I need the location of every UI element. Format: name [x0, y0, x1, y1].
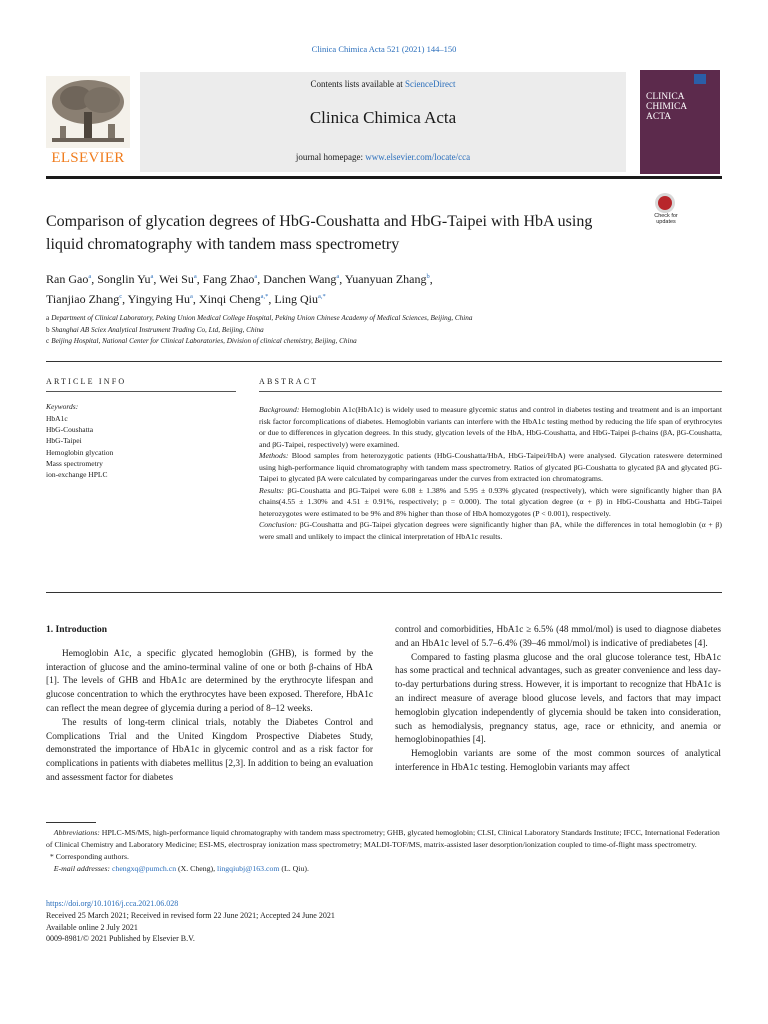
homepage-prefix: journal homepage:: [295, 152, 366, 162]
author-list: Ran Gao$^a$, Songlin Yu$^a$, Wei Su$^a$, Fang Zhao$^a$, Danchen Wang$^a$, Yuanyuan Zhang$^b$, Tianjiao Zhang$^c$, Yingying Hu$^a$, Xinqi Cheng$^{a,*}$, Ling Qiu$^{a,*}$: [46, 272, 433, 306]
homepage-link[interactable]: www.elsevier.com/locate/cca: [365, 152, 471, 162]
abstract-rule: [259, 391, 722, 392]
author[interactable]: Fang Zhao$^a$: [202, 272, 258, 286]
footnotes: [46, 827, 722, 875]
affiliations: [46, 313, 666, 348]
keywords-label: Keywords:: [46, 402, 79, 411]
elsevier-wordmark: ELSEVIER: [51, 150, 125, 166]
contents-line: [140, 79, 626, 89]
elsevier-tree-icon: [46, 76, 130, 148]
affiliation: a Department of Clinical Laboratory, Peking Union Medical College Hospital, Peking Union Chinese Academy of Medical Sciences, Beijing, China: [46, 314, 473, 322]
homepage-line: [140, 152, 626, 162]
journal-name: Clinica Chimica Acta: [309, 108, 457, 127]
author[interactable]: Wei Su$^a$: [159, 272, 197, 286]
available-online: Available online 2 July 2021: [46, 922, 138, 932]
journal-cover[interactable]: [640, 70, 720, 174]
copyright: 0009-8981/© 2021 Published by Elsevier B.V.: [46, 934, 195, 944]
body-column-right: [395, 624, 721, 776]
cover-badge-icon: [694, 74, 706, 84]
publication-info: [46, 898, 722, 945]
body-paragraph: Hemoglobin A1c, a specific glycated hemoglobin (GHB), is formed by the interaction of glucose and the amino-terminal valine of one or both β-chains of HbA [1]. The levels of GHB and HbA1c are determined by the erythrocyte lifespan and glucose concentration to which the erythrocytes have been exposed. Therefore, HbA1c can reflect the mean degree of glycemia during a period of 8–12 weeks.: [46, 648, 373, 714]
check-updates-icon: [655, 193, 675, 213]
cover-title-line: CHIMICA: [646, 102, 688, 112]
email-link[interactable]: chengxq@pumch.cn: [111, 864, 177, 873]
body-paragraph: control and comorbidities, HbA1c ≥ 6.5% (48 mmol/mol) is used to diagnose diabetes and an HbA1c level of 5.7–6.4% (39–46 mmol/mol) is indicative of prediabetes [4].: [395, 625, 721, 649]
article-info-rule: [46, 391, 236, 392]
section-heading-introduction: 1. Introduction: [46, 625, 108, 635]
abstract-heading: ABSTRACT: [259, 377, 319, 386]
body-column-left: [46, 624, 373, 786]
keyword: Mass spectrometry: [46, 458, 103, 468]
abstract-results: Results: βG-Coushatta and βG-Taipei were 6.08 ± 1.38% and 5.95 ± 0.93% glycated (respectively), which were significantly higher than βA chains(4.55 ± 1.30% and 4.51 ± 0.91%, respectively; p = 0.000). The total glycation degree (α + β) in HbG-Coushatta and HbG-Taipei heterozygotes were estimated to be 9% and 8% higher than those of HbA homozygotes (P < 0.001), respectively.: [259, 485, 722, 518]
abstract-bottom-rule: [46, 592, 722, 593]
doi-link[interactable]: https://doi.org/10.1016/j.cca.2021.06.028: [46, 899, 179, 908]
journal-reference[interactable]: Clinica Chimica Acta 521 (2021) 144–150: [311, 44, 457, 54]
author[interactable]: Ran Gao$^a$: [46, 272, 92, 286]
abbreviations-footnote: Abbreviations: HPLC-MS/MS, high-performance liquid chromatography with tandem mass spectrometry; GHB, glycated hemoglobin; CLSI, Clinical Laboratory Standards Institute; IFCC, International Federation of Clinical Chemistry and Laboratory Medicine; ESI-MS, electrospray ionization mass spectrometry; MALDI-TOF/MS, matrix-assisted laser desorption/ionization coupled to time-of-flight mass spectrometry.: [46, 828, 720, 849]
cover-title-line: CLINICA: [646, 92, 685, 102]
received-dates: Received 25 March 2021; Received in revised form 22 June 2021; Accepted 24 June 2021: [46, 910, 335, 920]
author[interactable]: Xinqi Cheng$^{a,*}$: [198, 292, 269, 306]
author[interactable]: Songlin Yu$^a$: [97, 272, 154, 286]
keyword: HbG-Taipei: [46, 436, 82, 446]
sciencedirect-link[interactable]: ScienceDirect: [405, 79, 456, 89]
author[interactable]: Danchen Wang$^a$: [263, 272, 340, 286]
cover-title: [646, 92, 687, 122]
keyword: Hemoglobin glycation: [46, 447, 114, 457]
corresponding-footnote: * Corresponding authors.: [46, 852, 129, 861]
keyword-list: [46, 413, 236, 480]
author[interactable]: Tianjiao Zhang$^c$: [46, 292, 123, 306]
affiliation: b Shanghai AB Sciex Analytical Instrument Trading Co, Ltd, Beijing, China: [46, 325, 264, 334]
keyword: HbG-Coushatta: [46, 425, 94, 435]
check-label-line: Check for: [654, 213, 678, 219]
check-updates-label: [645, 213, 687, 225]
body-paragraph: Hemoglobin variants are some of the most common sources of analytical interference in HbA1c testing. Hemoglobin variants may affect: [395, 749, 721, 773]
abstract-methods: Methods: Blood samples from heterozygotic patients (HbG-Coushatta/HbA, HbG-Taipei/HbA) were analysed. Glycation rateswere determined using high-performance liquid chromatography with tandem mass spectrometry. Ratios of glycated βG-Coushatta to glycated βA and glycated βG-Taipei to glycated βA were calculated by comparingareas under the curves from extracted ion chromatograms.: [259, 451, 722, 483]
check-for-updates-button[interactable]: [645, 193, 687, 229]
header-rule: [46, 176, 722, 179]
body-paragraph: Compared to fasting plasma glucose and the oral glucose tolerance test, HbA1c has some practical and technical advantages, such as greater convenience and less day-to-day perturbations during stress. However, it is important to recognize that HbA1c is an indirect measure of average blood glucose levels, and factors that may impact hemoglobin glycation independently of glycemia should be taken into consideration, such as hemodialysis, pregnancy status, age, race or ethnicity, and anemia or hemoglobinopathies [4].: [395, 652, 721, 746]
abstract-body: [259, 404, 722, 542]
abstract-background: Background: Hemoglobin A1c(HbA1c) is widely used to measure glycemic status and control in diabetes testing and treatment and is an important risk factor forcomplications of diabetes. Hemoglobin variants can interfere with the HbA1c testing method by reducing the life span of erythrocytes or due to differences in glycation degrees. In this study, glycation levels of the HbA, HbG-Coushatta, and HbG-Taipei β-chains (βA, βG-Coushatta, and βG-Taipei, respectively) were examined.: [259, 405, 722, 449]
cover-title-line: ACTA: [646, 112, 672, 122]
email-footnote: E-mail addresses: chengxq@pumch.cn (X. Cheng), lingqiubj@163.com (L. Qiu).: [53, 864, 309, 873]
elsevier-logo: [46, 76, 130, 168]
article-title: Comparison of glycation degrees of HbG-Coushatta and HbG-Taipei with HbA using liquid chromatography with tandem mass spectrometry: [46, 213, 593, 253]
article-info-heading: ARTICLE INFO: [46, 377, 127, 386]
check-label-line: updates: [656, 219, 676, 225]
author[interactable]: Yingying Hu$^a$: [127, 292, 193, 306]
abstract-conclusion: Conclusion: βG-Coushatta and βG-Taipei glycation degrees were significantly higher than βA, while the differences in total hemoglobin (α + β) were small and unlikely to impact the clinical interpretation of HbA1c results.: [259, 520, 722, 541]
contents-prefix: Contents lists available at: [310, 79, 405, 89]
keyword: HbA1c: [46, 414, 68, 423]
email-link[interactable]: lingqiubj@163.com: [217, 864, 280, 873]
section-divider: [46, 361, 722, 362]
body-paragraph: The results of long-term clinical trials, notably the Diabetes Control and Complications Trial and the United Kingdom Prospective Diabetes Study, demonstrated the importance of HbA1c in glycemic control and as a risk factor for complications in patients with diabetes mellitus [2,3]. In addition to being an evaluation and assessment factor for diabetes: [46, 717, 373, 783]
author[interactable]: Ling Qiu$^{a,*}$: [274, 292, 326, 306]
keyword: ion-exchange HPLC: [46, 470, 108, 480]
footnote-rule: [46, 822, 96, 823]
author[interactable]: Yuanyuan Zhang$^b$: [344, 272, 430, 286]
affiliation: c Beijing Hospital, National Center for Clinical Laboratories, Division of clinical chemistry, Beijing, China: [46, 337, 357, 345]
